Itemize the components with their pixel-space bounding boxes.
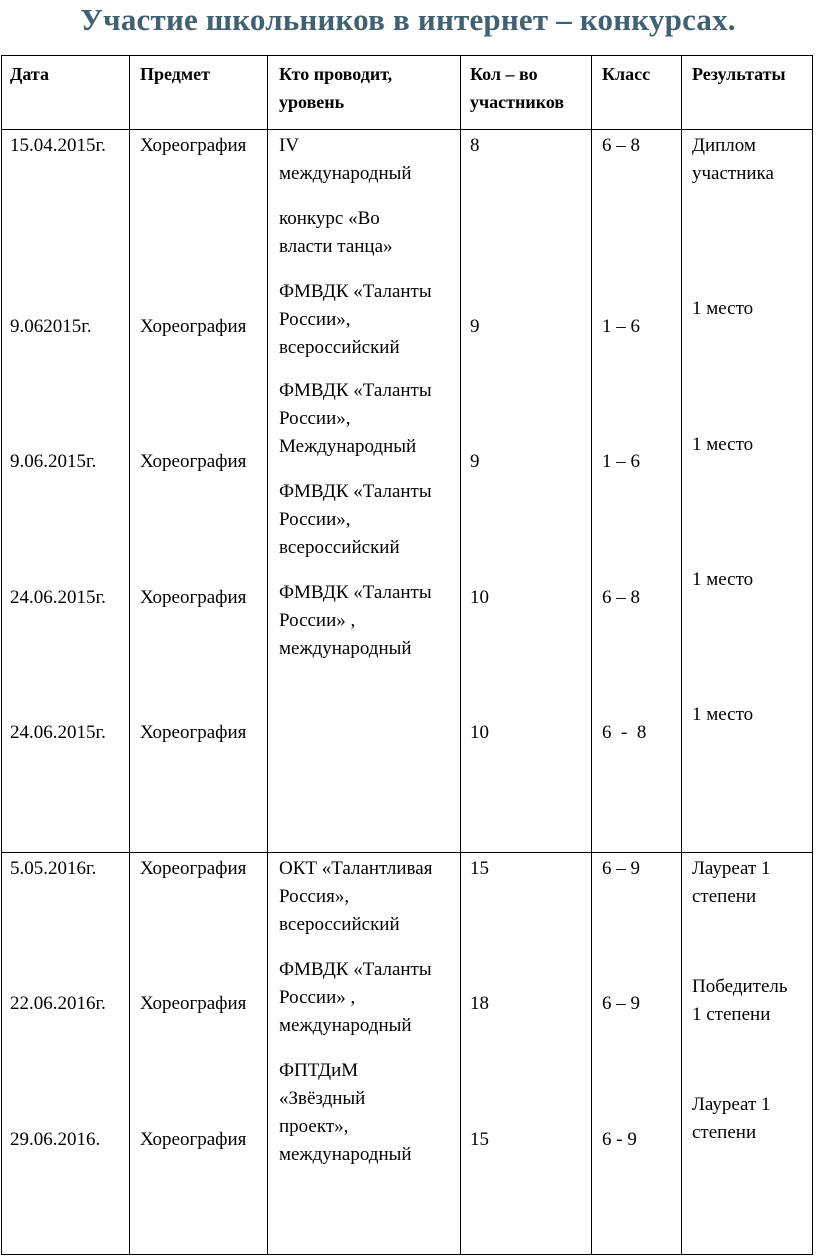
organizer-cell: России» , [279, 987, 356, 1008]
grade-cell: 1 – 6 [602, 316, 640, 337]
page-title: Участие школьников в интернет – конкурсах. [80, 2, 736, 37]
count-cell: 15 [470, 1129, 489, 1150]
organizer-cell: IV [279, 135, 300, 156]
header-count-line2: участников [470, 92, 565, 112]
count-cell: 10 [470, 722, 489, 743]
grade-cell: 6 – 8 [602, 135, 640, 156]
date-cell: 24.06.2015г. [10, 587, 106, 608]
organizer-cell: России», [279, 408, 351, 429]
organizer-cell: России», [279, 509, 351, 530]
header-organizer-line2: уровень [279, 92, 345, 112]
organizer-cell: международный [279, 638, 412, 659]
date-cell: 22.06.2016г. [10, 993, 106, 1014]
header-results: Результаты [692, 64, 786, 84]
result-cell: степени [692, 886, 757, 907]
subject-cell: Хореография [140, 135, 247, 156]
date-cell: 5.05.2016г. [10, 858, 97, 879]
row-divider [1, 852, 813, 853]
column-divider [460, 55, 461, 1255]
organizer-cell: ОКТ «Талантливая [279, 858, 433, 879]
organizer-cell: международный [279, 1144, 412, 1165]
grade-cell: 6 - 9 [602, 1129, 637, 1150]
header-count-line1: Кол – во [470, 64, 538, 84]
count-cell: 9 [470, 316, 480, 337]
organizer-cell: Россия», [279, 886, 350, 907]
date-cell: 9.06.2015г. [10, 451, 97, 472]
grade-cell: 6 – 9 [602, 993, 640, 1014]
header-organizer-line1: Кто проводит, [279, 64, 393, 84]
result-cell: Победитель [692, 976, 788, 997]
header-date: Дата [10, 64, 49, 84]
organizer-cell: всероссийский [279, 914, 400, 935]
subject-cell: Хореография [140, 451, 247, 472]
table-border-left [1, 55, 2, 1255]
subject-cell: Хореография [140, 316, 247, 337]
organizer-cell: ФПТДиМ [279, 1060, 359, 1081]
organizer-cell: России» , [279, 610, 356, 631]
organizer-cell: ФМВДК «Таланты [279, 380, 432, 401]
result-cell: Лауреат 1 [692, 858, 771, 879]
result-cell: 1 место [692, 704, 754, 725]
result-cell: Диплом [692, 135, 756, 156]
subject-cell: Хореография [140, 858, 247, 879]
subject-cell: Хореография [140, 1129, 247, 1150]
result-cell: 1 место [692, 434, 754, 455]
organizer-cell: Международный [279, 436, 417, 457]
count-cell: 9 [470, 451, 480, 472]
column-divider [267, 55, 268, 1255]
result-cell: 1 место [692, 569, 754, 590]
date-cell: 24.06.2015г. [10, 722, 106, 743]
header-subject: Предмет [140, 64, 210, 84]
result-cell: участника [692, 163, 774, 184]
count-cell: 10 [470, 587, 489, 608]
result-cell: 1 степени [692, 1004, 771, 1025]
organizer-cell: конкурс «Во [279, 208, 380, 229]
result-cell: 1 место [692, 298, 754, 319]
header-row-divider [1, 129, 813, 130]
organizer-cell: проект», [279, 1116, 349, 1137]
organizer-cell: всероссийский [279, 337, 400, 358]
result-cell: степени [692, 1122, 757, 1143]
column-divider [591, 55, 592, 1255]
table-border-top [1, 55, 813, 56]
grade-cell: 6 - 8 [602, 722, 647, 743]
result-cell: Лауреат 1 [692, 1094, 771, 1115]
organizer-cell: международный [279, 163, 412, 184]
organizer-cell: ФМВДК «Таланты [279, 481, 432, 502]
date-cell: 15.04.2015г. [10, 135, 106, 156]
column-divider [129, 55, 130, 1255]
organizer-cell: ФМВДК «Таланты [279, 281, 432, 302]
date-cell: 29.06.2016. [10, 1129, 101, 1150]
organizer-cell: «Звёздный [279, 1088, 366, 1109]
organizer-cell: всероссийский [279, 537, 400, 558]
organizer-cell: России», [279, 309, 351, 330]
grade-cell: 1 – 6 [602, 451, 640, 472]
grade-cell: 6 – 9 [602, 858, 640, 879]
organizer-cell: международный [279, 1015, 412, 1036]
count-cell: 15 [470, 858, 489, 879]
subject-cell: Хореография [140, 722, 247, 743]
subject-cell: Хореография [140, 993, 247, 1014]
grade-cell: 6 – 8 [602, 587, 640, 608]
organizer-cell: ФМВДК «Таланты [279, 959, 432, 980]
table-border-bottom [1, 1254, 813, 1255]
column-divider [681, 55, 682, 1255]
count-cell: 8 [470, 135, 480, 156]
count-cell: 18 [470, 993, 489, 1014]
organizer-cell: ФМВДК «Таланты [279, 582, 432, 603]
header-grade: Класс [602, 64, 651, 84]
table-border-right [812, 55, 813, 1255]
subject-cell: Хореография [140, 587, 247, 608]
organizer-cell: власти танца» [279, 236, 393, 257]
date-cell: 9.062015г. [10, 316, 92, 337]
